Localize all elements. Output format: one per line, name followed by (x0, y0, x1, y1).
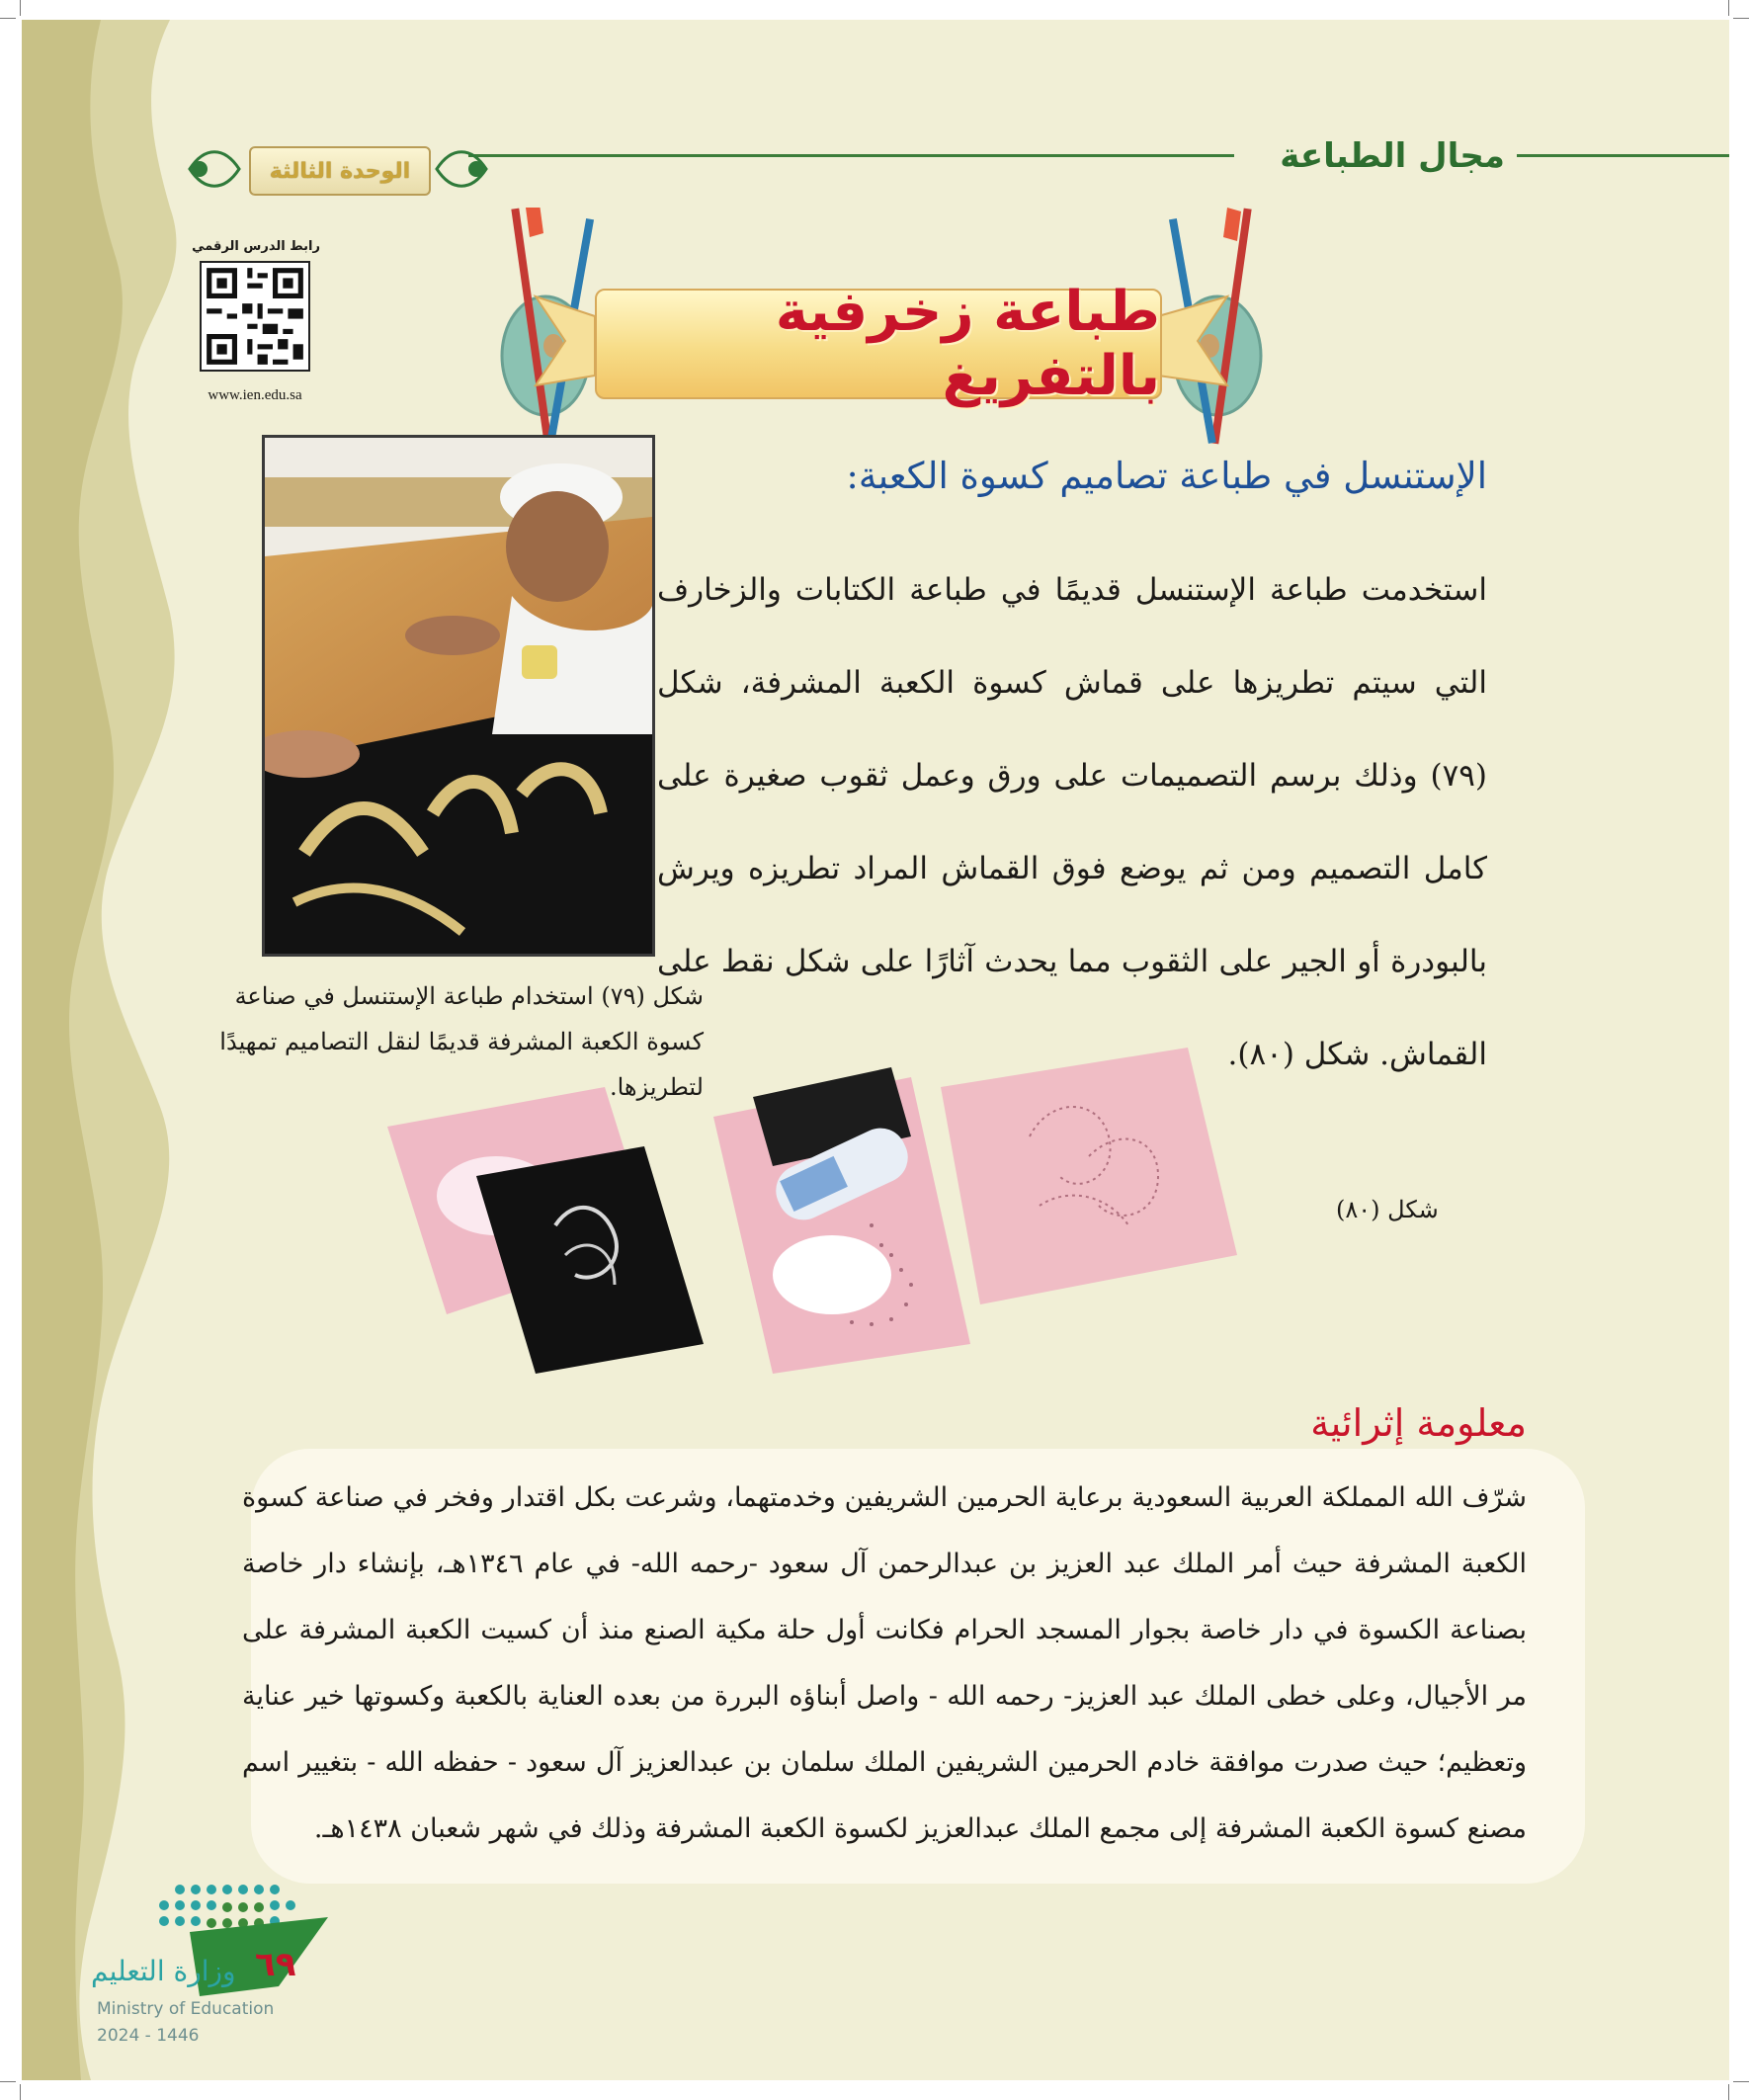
unit-banner (180, 136, 496, 202)
qr-code[interactable] (200, 261, 310, 372)
edition-year: 2024 - 1446 (97, 2026, 200, 2046)
info-heading: معلومة إثرائية (1310, 1401, 1527, 1445)
lesson-title: طباعة زخرفية بالتفريغ (775, 280, 1160, 408)
ministry-name-ar: وزارة التعليم (91, 1955, 236, 1987)
qr-url[interactable]: www.ien.edu.sa (208, 387, 302, 403)
section-body: استخدمت طباعة الإستنسل قديمًا في طباعة الكتابات والزخارف التي سيتم تطريزها على قماش كسوة الكعبة المشرفة، شكل (٧٩) وذلك برسم التصميمات على ورق وعمل ثقوب صغيرة على كامل التصميم ومن ثم يوضع فوق القماش المراد تطريزه ويرش بالبودرة أو الجير على الثقوب مما يحدث آثارًا على شكل نقط على القماش. شكل (٨٠). (657, 572, 1487, 1072)
section-heading: الإستنسل في طباعة تصاميم كسوة الكعبة: (846, 455, 1487, 497)
figure-80-caption: شكل (٨٠) (1336, 1196, 1439, 1223)
lesson-title-plate (595, 280, 1162, 408)
stencil-process-photos (387, 1048, 1277, 1374)
unit-label: الوحدة الثالثة (269, 158, 411, 184)
crop-mark (1728, 0, 1729, 16)
ministry-name-en: Ministry of Education (97, 1999, 275, 2019)
header-rule (1514, 154, 1729, 157)
crop-mark (1728, 2084, 1729, 2100)
page-number: ٦٩ (255, 1945, 296, 1984)
figure-79-photo (262, 435, 655, 957)
crop-mark (0, 18, 16, 19)
unit-plate (249, 146, 431, 196)
figure-79-caption: شكل (٧٩) استخدام طباعة الإستنسل في صناعة كسوة الكعبة المشرفة قديمًا لنقل التصاميم تمهيدًا لتطريزها. (219, 982, 704, 1101)
crop-mark (20, 0, 21, 16)
qr-code-icon (202, 263, 308, 370)
textbook-page (22, 20, 1729, 2080)
qr-label: رابط الدرس الرقمي (192, 239, 320, 254)
crop-mark (20, 2084, 21, 2100)
figure-80-photos (387, 1048, 1277, 1374)
field-title: مجال الطباعة (1268, 136, 1517, 176)
header-rule (468, 154, 1234, 157)
kiswa-embroidery-photo (265, 438, 652, 954)
crop-mark (0, 2081, 16, 2082)
info-body: شرّف الله المملكة العربية السعودية برعاية الحرمين الشريفين وخدمتهما، وشرعت بكل اقتدار وفخر في صناعة كسوة الكعبة المشرفة حيث أمر الملك عبد العزيز بن عبدالرحمن آل سعود -رحمه الله- في عام ١٣٤٦هـ، بإنشاء دار خاصة بصناعة الكسوة في دار خاصة بجوار المسجد الحرام فكانت أول حلة مكية الصنع منذ أن كسيت الكعبة المشرفة على مر الأجيال، وعلى خطى الملك عبد العزيز- رحمه الله - واصل أبناؤه البررة من بعده العناية بالكعبة وكسوتها خير عناية وتعظيم؛ حيث صدرت موافقة خادم الحرمين الشريفين الملك سلمان بن عبدالعزيز آل سعود - حفظه الله - بتغيير اسم مصنع كسوة الكعبة المشرفة إلى مجمع الملك عبدالعزيز لكسوة الكعبة المشرفة وذلك في شهر شعبان ١٤٣٨هـ. (242, 1482, 1527, 1844)
crop-mark (1733, 18, 1749, 19)
crop-mark (1733, 2081, 1749, 2082)
lesson-title-banner (496, 208, 1267, 455)
